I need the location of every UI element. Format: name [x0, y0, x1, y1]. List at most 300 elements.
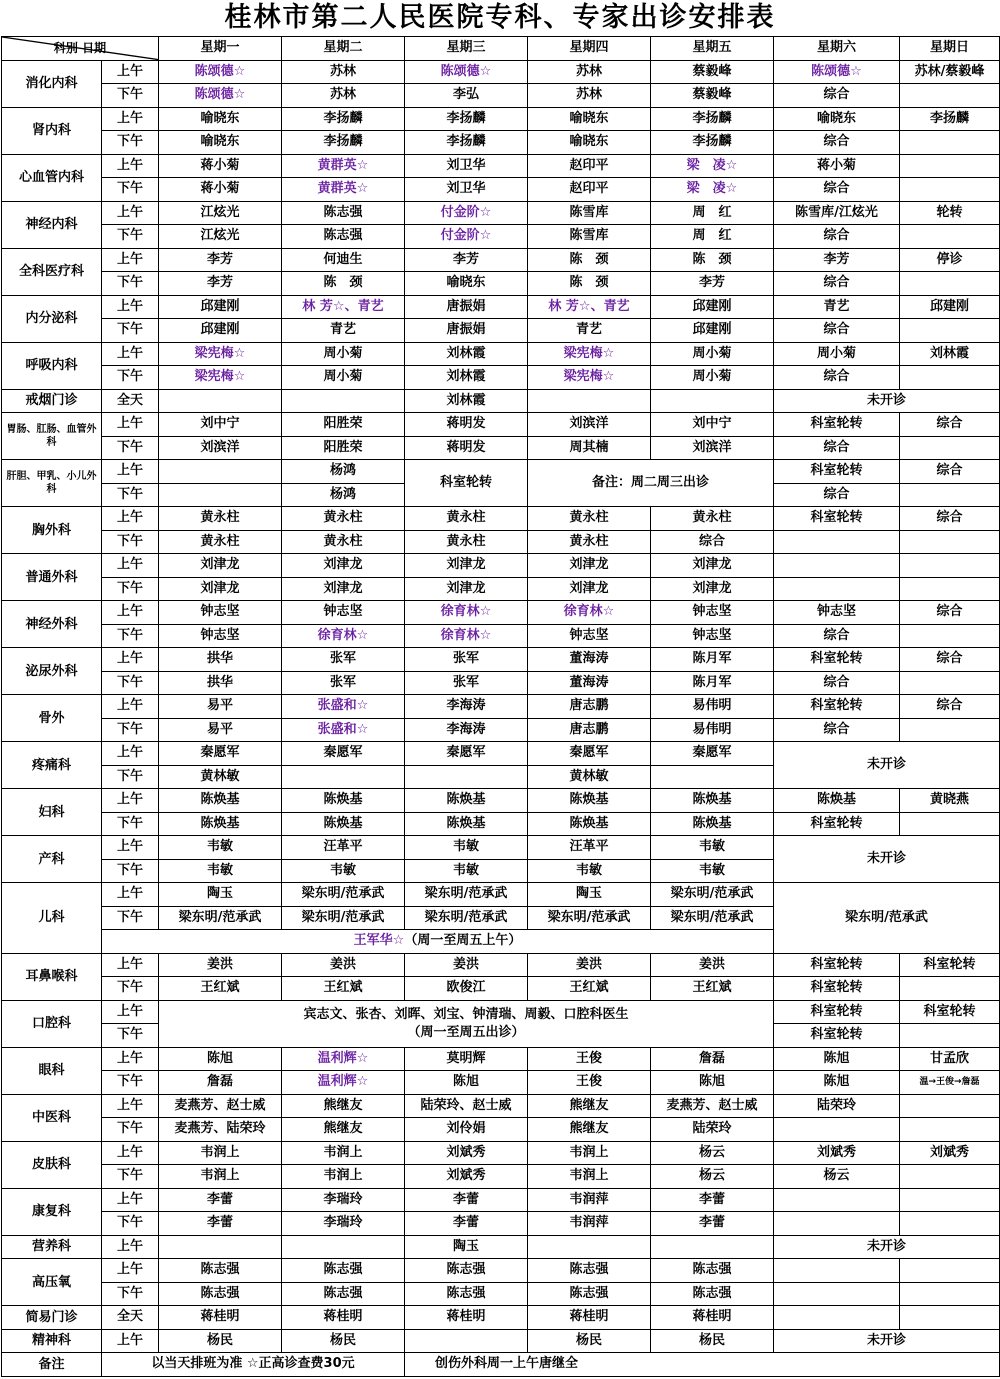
footer-label: 备注 [2, 1353, 102, 1377]
period-am: 上午 [102, 1000, 159, 1024]
empty-cell [900, 319, 1000, 343]
doctor-cell: 韦润上 [528, 1141, 651, 1165]
dept-name: 产科 [2, 836, 102, 883]
doctor-cell: 李芳 [159, 272, 282, 296]
doctor-cell: 梁东明/范承武 [405, 906, 528, 930]
period-am: 上午 [102, 648, 159, 672]
doctor-cell: 陈焕基 [159, 789, 282, 813]
doctor-cell: 麦燕芳、赵士威 [651, 1094, 774, 1118]
period-pm: 下午 [102, 225, 159, 249]
table-row [2, 1282, 1000, 1306]
doctor-cell: 黄永柱 [528, 507, 651, 531]
period-am: 上午 [102, 295, 159, 319]
day-header: 星期六 [774, 37, 900, 61]
doctor-cell: 易伟明 [651, 695, 774, 719]
doctor-cell: 姜洪 [282, 953, 405, 977]
doctor-cell: 李芳 [774, 248, 900, 272]
table-row [2, 1047, 1000, 1071]
period-pm: 下午 [102, 977, 159, 1001]
doctor-cell: 科室轮转 [774, 977, 900, 1001]
period-pm: 下午 [102, 483, 159, 507]
doctor-cell: 苏林 [282, 84, 405, 108]
dept-name: 康复科 [2, 1188, 102, 1235]
doctor-cell: 徐育林☆ [282, 624, 405, 648]
doctor-cell: 刘津龙 [159, 554, 282, 578]
period-pm: 下午 [102, 906, 159, 930]
dept-name: 普通外科 [2, 554, 102, 601]
doctor-cell: 熊继友 [528, 1094, 651, 1118]
period-pm: 下午 [102, 272, 159, 296]
doctor-cell: 梁宪梅☆ [528, 342, 651, 366]
doctor-cell: 黄林敏 [159, 765, 282, 789]
doctor-cell: 唐志鹏 [528, 718, 651, 742]
empty-cell [528, 1235, 651, 1259]
doctor-cell: 青艺 [528, 319, 651, 343]
doctor-cell: 喻晓东 [159, 131, 282, 155]
period-pm: 下午 [102, 530, 159, 554]
doctor-cell: 李蕾 [159, 1188, 282, 1212]
doctor-cell: 陈焕基 [282, 812, 405, 836]
doctor-cell: 陈颂德☆ [405, 60, 528, 84]
doctor-cell: 科室轮转 [774, 812, 900, 836]
empty-cell [282, 765, 405, 789]
doctor-cell: 邱建刚 [651, 295, 774, 319]
period-am: 上午 [102, 248, 159, 272]
doctor-cell: 李蕾 [651, 1188, 774, 1212]
doctor-cell: 陈 颈 [528, 272, 651, 296]
doctor-cell: 刘津龙 [651, 554, 774, 578]
day-header: 星期二 [282, 37, 405, 61]
doctor-cell: 杨云 [651, 1165, 774, 1189]
doctor-cell: 陈雪库 [528, 225, 651, 249]
doctor-cell: 刘卫华 [405, 178, 528, 202]
doctor-cell: 陆荣玲 [774, 1094, 900, 1118]
doctor-cell: 综合 [774, 366, 900, 390]
doctor-cell: 杨民 [528, 1329, 651, 1353]
doctor-cell: 蔡毅峰 [651, 60, 774, 84]
doctor-cell: 梁 凌☆ [651, 154, 774, 178]
table-row [2, 1306, 1000, 1330]
doctor-cell: 陈焕基 [405, 789, 528, 813]
doctor-cell: 杨云 [651, 1141, 774, 1165]
empty-cell [900, 624, 1000, 648]
doctor-cell: 轮转 [900, 201, 1000, 225]
doctor-cell: 刘滨洋 [159, 436, 282, 460]
doctor-cell: 唐振娟 [405, 295, 528, 319]
period-am: 上午 [102, 1259, 159, 1283]
period-pm: 下午 [102, 1165, 159, 1189]
dept-name: 疼痛科 [2, 742, 102, 789]
doctor-cell: 拱华 [159, 648, 282, 672]
table-row [2, 131, 1000, 155]
empty-cell [900, 671, 1000, 695]
period-am: 上午 [102, 601, 159, 625]
doctor-cell: 李海涛 [405, 718, 528, 742]
period-am: 上午 [102, 107, 159, 131]
schedule-table [1, 36, 1000, 1377]
period-pm: 下午 [102, 1282, 159, 1306]
doctor-cell: 李扬麟 [651, 107, 774, 131]
doctor-cell: 李芳 [405, 248, 528, 272]
empty-cell [900, 1259, 1000, 1283]
doctor-cell: 陈旭 [651, 1071, 774, 1095]
doctor-cell: 陈颂德☆ [774, 60, 900, 84]
doctor-cell: 李蕾 [651, 1212, 774, 1236]
doctor-cell: 张军 [282, 648, 405, 672]
doctor-cell: 周小菊 [282, 342, 405, 366]
rotation-cell: 科室轮转 [774, 1024, 900, 1048]
dept-name: 骨外 [2, 695, 102, 742]
dept-name: 内分泌科 [2, 295, 102, 342]
empty-cell [774, 1259, 900, 1283]
dept-name: 耳鼻喉科 [2, 953, 102, 1000]
table-row [2, 671, 1000, 695]
doctor-cell: 陈焕基 [528, 789, 651, 813]
day-header: 星期一 [159, 37, 282, 61]
doctor-cell: 陆荣玲 [651, 1118, 774, 1142]
doctor-cell: 黄永柱 [528, 530, 651, 554]
doctor-cell: 陈志强 [528, 1282, 651, 1306]
doctor-cell: 青艺 [282, 319, 405, 343]
table-row [2, 389, 1000, 413]
doctor-cell: 陶玉 [405, 1235, 528, 1259]
doctor-cell: 付金阶☆ [405, 201, 528, 225]
doctor-cell: 青艺 [774, 295, 900, 319]
doctor-cell: 梁东明/范承武 [651, 906, 774, 930]
rotation-cell: 科室轮转 [774, 1000, 900, 1024]
empty-cell [651, 389, 774, 413]
closed-cell: 未开诊 [774, 1235, 1000, 1259]
empty-cell [528, 389, 651, 413]
dept-name: 神经内科 [2, 201, 102, 248]
header-corner-label: 科别 日期 [53, 41, 107, 56]
doctor-cell: 秦愿军 [282, 742, 405, 766]
table-row [2, 1259, 1000, 1283]
doctor-cell: 韦敏 [159, 859, 282, 883]
general-cell: 综合 [900, 460, 1000, 484]
empty-cell [900, 718, 1000, 742]
dept-name: 妇科 [2, 789, 102, 836]
note-cell: 备注：周二周三出诊 [528, 460, 774, 507]
doctor-cell: 停诊 [900, 248, 1000, 272]
period-pm: 下午 [102, 1212, 159, 1236]
doctor-cell: 刘津龙 [282, 554, 405, 578]
doctor-cell: 蒋小菊 [159, 178, 282, 202]
doctor-cell: 黄永柱 [159, 530, 282, 554]
empty-cell [405, 1329, 528, 1353]
doctor-cell: 陈 颈 [528, 248, 651, 272]
table-row [2, 1188, 1000, 1212]
empty-cell [900, 272, 1000, 296]
doctor-cell: 王俊 [528, 1047, 651, 1071]
doctor-cell: 陈焕基 [405, 812, 528, 836]
doctor-cell: 董海涛 [528, 648, 651, 672]
doctor-cell: 杨民 [282, 1329, 405, 1353]
doctor-cell: 陈 颈 [651, 248, 774, 272]
doctor-cell: 王红斌 [159, 977, 282, 1001]
doctor-cell: 唐振娟 [405, 319, 528, 343]
doctor-cell: 蒋桂明 [405, 1306, 528, 1330]
doctor-cell: 喻晓东 [159, 107, 282, 131]
dept-name: 呼吸内科 [2, 342, 102, 389]
page-title: 桂林市第二人民医院专科、专家出诊安排表 [224, 2, 776, 33]
doctor-cell: 姜洪 [405, 953, 528, 977]
empty-cell [651, 1235, 774, 1259]
doctor-cell: 科室轮转 [774, 953, 900, 977]
doctor-cell: 科室轮转 [774, 648, 900, 672]
table-row [2, 295, 1000, 319]
table-row [2, 366, 1000, 390]
table-row [2, 319, 1000, 343]
table-row [2, 742, 1000, 766]
doctor-cell: 李扬麟 [900, 107, 1000, 131]
doctor-cell: 江炫光 [159, 201, 282, 225]
doctor-cell: 李扬麟 [282, 107, 405, 131]
doctor-cell: 刘中宁 [159, 413, 282, 437]
doctor-cell: 付金阶☆ [405, 225, 528, 249]
doctor-cell: 梁宪梅☆ [159, 342, 282, 366]
period-pm: 下午 [102, 84, 159, 108]
empty-cell [282, 1235, 405, 1259]
doctor-cell: 刘津龙 [528, 554, 651, 578]
doctor-cell: 秦愿军 [405, 742, 528, 766]
doctor-cell: 赵印平 [528, 178, 651, 202]
doctor-cell: 周小菊 [651, 366, 774, 390]
doctor-cell: 陈月军 [651, 648, 774, 672]
doctor-cell: 陈旭 [405, 1071, 528, 1095]
doctor-cell: 喻晓东 [528, 107, 651, 131]
empty-cell [405, 765, 528, 789]
doctor-cell: 陈旭 [774, 1047, 900, 1071]
period-am: 上午 [102, 742, 159, 766]
doctor-cell: 韦润上 [528, 1165, 651, 1189]
doctor-cell: 刘伶娟 [405, 1118, 528, 1142]
doctor-cell: 陆荣玲、赵士威 [405, 1094, 528, 1118]
doctor-cell: 钟志坚 [159, 601, 282, 625]
doctor-cell: 姜洪 [159, 953, 282, 977]
doctor-cell: 陈志强 [282, 201, 405, 225]
doctor-cell: 李蕾 [159, 1212, 282, 1236]
closed-cell: 未开诊 [774, 1329, 1000, 1353]
doctor-cell: 张军 [405, 671, 528, 695]
dental-doctors-note: （周一至周五出诊） [407, 1024, 525, 1040]
table-row [2, 1094, 1000, 1118]
doctor-cell: 杨民 [651, 1329, 774, 1353]
empty-cell [282, 389, 405, 413]
period-pm: 下午 [102, 131, 159, 155]
empty-cell [900, 84, 1000, 108]
doctor-cell: 陈焕基 [528, 812, 651, 836]
doctor-cell: 蒋桂明 [159, 1306, 282, 1330]
period-am: 上午 [102, 1235, 159, 1259]
doctor-cell: 刘卫华 [405, 154, 528, 178]
extra-doctor-name: 王军华☆ [353, 933, 405, 949]
table-row [2, 1353, 1000, 1377]
doctor-cell: 韦敏 [405, 859, 528, 883]
doctor-cell: 陶玉 [159, 883, 282, 907]
doctor-cell: 韦润上 [282, 1141, 405, 1165]
day-header: 星期五 [651, 37, 774, 61]
doctor-cell: 综合 [900, 648, 1000, 672]
doctor-cell: 黄永柱 [405, 530, 528, 554]
dept-name: 肾内科 [2, 107, 102, 154]
doctor-cell: 综合 [900, 507, 1000, 531]
dental-doctors-list: 宾志文、张杏、刘晖、刘宝、钟清瑞、周毅、口腔科医生 [303, 1006, 629, 1022]
empty-cell [774, 554, 900, 578]
doctor-cell: 钟志坚 [159, 624, 282, 648]
doctor-cell: 韦润萍 [528, 1188, 651, 1212]
doctor-cell: 王红斌 [528, 977, 651, 1001]
doctor-cell: 综合 [774, 718, 900, 742]
empty-cell [900, 1165, 1000, 1189]
period-am: 上午 [102, 201, 159, 225]
doctor-cell: 周小菊 [774, 342, 900, 366]
doctor-cell: 韦敏 [159, 836, 282, 860]
doctor-cell: 科室轮转 [774, 507, 900, 531]
doctor-cell: 陈旭 [159, 1047, 282, 1071]
table-row [2, 718, 1000, 742]
dept-name: 戒烟门诊 [2, 389, 102, 413]
doctor-cell: 陈焕基 [651, 789, 774, 813]
doctor-cell: 蒋小菊 [159, 154, 282, 178]
doctor-cell: 易伟明 [651, 718, 774, 742]
empty-cell [774, 1212, 900, 1236]
table-row [2, 178, 1000, 202]
weekend-cell: 梁东明/范承武 [774, 883, 1000, 954]
doctor-cell: 刘斌秀 [405, 1165, 528, 1189]
doctor-cell: 陈颂德☆ [159, 84, 282, 108]
doctor-cell: 刘津龙 [405, 554, 528, 578]
doctor-cell: 喻晓东 [528, 131, 651, 155]
dept-name: 简易门诊 [2, 1306, 102, 1330]
doctor-cell: 邱建刚 [900, 295, 1000, 319]
doctor-cell: 李扬麟 [282, 131, 405, 155]
doctor-cell: 韦润萍 [528, 1212, 651, 1236]
day-header: 星期四 [528, 37, 651, 61]
table-row [2, 1000, 1000, 1024]
doctor-cell: 综合 [774, 225, 900, 249]
doctor-cell: 易平 [159, 695, 282, 719]
doctor-cell: 梁东明/范承武 [651, 883, 774, 907]
period-am: 上午 [102, 460, 159, 484]
table-row [2, 836, 1000, 860]
doctor-cell: 陈志强 [282, 1259, 405, 1283]
doctor-cell: 陶玉 [528, 883, 651, 907]
doctor-cell: 综合 [774, 272, 900, 296]
table-row [2, 1141, 1000, 1165]
doctor-cell: 周 红 [651, 225, 774, 249]
doctor-cell: 杨云 [774, 1165, 900, 1189]
dept-name: 胸外科 [2, 507, 102, 554]
empty-cell [159, 389, 282, 413]
doctor-cell: 蒋桂明 [651, 1306, 774, 1330]
doctor-cell: 李蕾 [405, 1212, 528, 1236]
day-header: 星期三 [405, 37, 528, 61]
doctor-cell: 麦燕芳、赵士威 [159, 1094, 282, 1118]
dept-name: 儿科 [2, 883, 102, 954]
doctor-cell: 蒋明发 [405, 436, 528, 460]
doctor-cell: 梁宪梅☆ [159, 366, 282, 390]
doctor-cell: 综合 [900, 695, 1000, 719]
doctor-cell: 董海涛 [528, 671, 651, 695]
doctor-cell: 江炫光 [159, 225, 282, 249]
doctor-cell: 徐育林☆ [405, 601, 528, 625]
doctor-cell: 杨鸿 [282, 460, 405, 484]
period-pm: 下午 [102, 812, 159, 836]
doctor-cell: 莫明辉 [405, 1047, 528, 1071]
doctor-cell: 韦润上 [282, 1165, 405, 1189]
doctor-cell: 陈颂德☆ [159, 60, 282, 84]
table-row [2, 1212, 1000, 1236]
doctor-cell: 刘斌秀 [405, 1141, 528, 1165]
doctor-cell: 温利辉☆ [282, 1047, 405, 1071]
period-am: 上午 [102, 507, 159, 531]
doctor-cell: 王俊 [528, 1071, 651, 1095]
empty-cell [159, 460, 282, 484]
table-row [2, 84, 1000, 108]
doctor-cell: 综合 [900, 413, 1000, 437]
table-row [2, 413, 1000, 437]
day-header: 星期日 [900, 37, 1000, 61]
doctor-cell: 黄永柱 [159, 507, 282, 531]
doctor-cell: 科室轮转 [774, 695, 900, 719]
dept-name: 中医科 [2, 1094, 102, 1141]
doctor-cell: 刘斌秀 [774, 1141, 900, 1165]
doctor-cell: 科室轮转 [900, 953, 1000, 977]
doctor-cell: 梁东明/范承武 [282, 883, 405, 907]
doctor-cell: 麦燕芳、陆荣玲 [159, 1118, 282, 1142]
doctor-cell: 陈志强 [405, 1259, 528, 1283]
period-am: 上午 [102, 789, 159, 813]
period-am: 上午 [102, 836, 159, 860]
period-pm: 下午 [102, 319, 159, 343]
doctor-cell: 李扬麟 [405, 107, 528, 131]
table-row [2, 577, 1000, 601]
doctor-cell: 姜洪 [528, 953, 651, 977]
table-row [2, 60, 1000, 84]
doctor-cell: 秦愿军 [159, 742, 282, 766]
general-cell: 综合 [774, 483, 900, 507]
doctor-cell: 梁东明/范承武 [528, 906, 651, 930]
doctor-cell: 李蕾 [405, 1188, 528, 1212]
closed-cell: 未开诊 [774, 742, 1000, 789]
doctor-cell: 钟志坚 [774, 601, 900, 625]
doctor-cell: 刘津龙 [528, 577, 651, 601]
table-row [2, 883, 1000, 907]
doctor-cell: 梁东明/范承武 [282, 906, 405, 930]
closed-cell: 未开诊 [774, 389, 1000, 413]
doctor-cell: 综合 [774, 671, 900, 695]
doctor-cell: 刘林霞 [405, 366, 528, 390]
doctor-cell: 李芳 [159, 248, 282, 272]
doctor-cell: 陈焕基 [774, 789, 900, 813]
doctor-cell: 刘中宁 [651, 413, 774, 437]
period-pm: 下午 [102, 436, 159, 460]
period-am: 上午 [102, 883, 159, 907]
period-am: 上午 [102, 953, 159, 977]
doctor-cell: 熊继友 [528, 1118, 651, 1142]
doctor-cell: 熊继友 [282, 1118, 405, 1142]
doctor-cell: 蔡毅峰 [651, 84, 774, 108]
empty-cell [900, 178, 1000, 202]
table-row [2, 1329, 1000, 1353]
dept-name: 肝胆、甲乳、小儿外科 [2, 460, 102, 507]
period-all: 全天 [102, 389, 159, 413]
period-pm: 下午 [102, 624, 159, 648]
period-am: 上午 [102, 695, 159, 719]
doctor-cell: 汪革平 [528, 836, 651, 860]
doctor-cell: 陈志强 [159, 1282, 282, 1306]
